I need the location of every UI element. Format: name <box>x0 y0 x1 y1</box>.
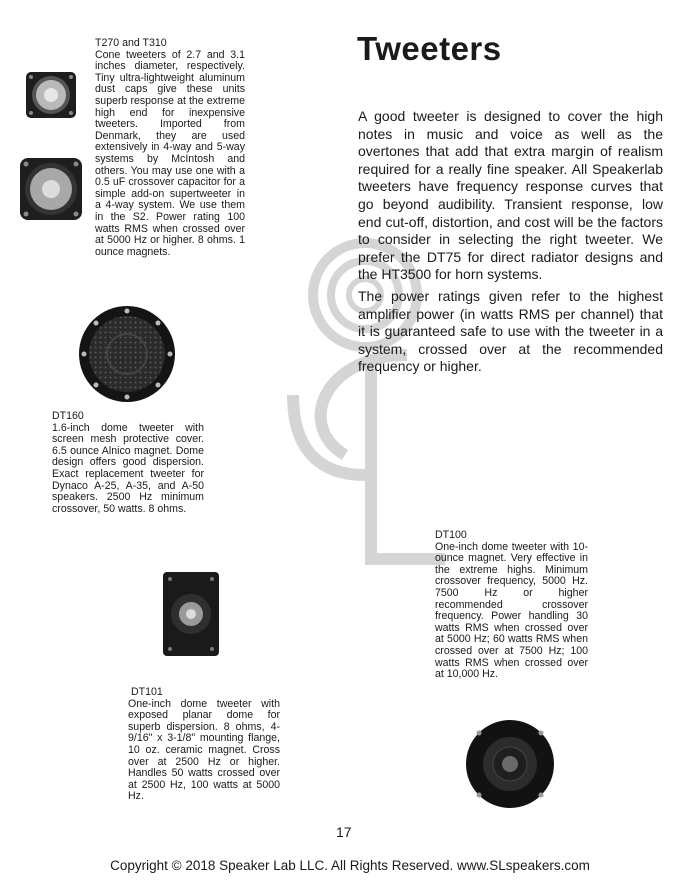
dt160-name: DT160 <box>52 410 84 422</box>
dt100-caption <box>435 530 588 681</box>
dt100-tweeter-image <box>465 719 555 809</box>
page-title: Tweeters <box>357 30 502 67</box>
t270-description: Cone tweeters of 2.7 and 3.1 inches diameter, respectively. Tiny ultra-lightweight aluminum dust caps give these units superb response at the extreme high end for inexpensive tweeters. Imported from Denmark, they are used extensively in 4-way and 5-way systems by McIntosh and others. You may use one with a 0.5 uF crossover capacitor for a simple add-on supertweeter in a 4-way system. We use them in the S2. Power rating 100 watts RMS when crossed over at 5000 Hz or higher. 8 ohms. 1 ounce magnets. <box>95 48 245 258</box>
intro-paragraph-1: A good tweeter is designed to cover the high notes in music and voice as well as the overtones that add that extra margin of realism required for a really fine speaker. All Speakerlab tweeters have frequency response curves that go beyond audibility. Transient response, low end cut-off, distortion, and cost will be the factors to consider in selecting the right tweeter. We prefer the DT75 for direct radiator designs and the HT3500 for horn systems. <box>358 108 663 283</box>
dt101-name: DT101 <box>131 686 163 698</box>
dt101-caption <box>128 687 280 803</box>
dt100-name: DT100 <box>435 529 467 541</box>
sl-watermark-logo <box>285 235 445 575</box>
dt101-description: One-inch dome tweeter with exposed planar dome for superb dispersion. 8 ohms, 4-9/16" x 3-1/8" mounting flange, 10 oz. ceramic magnet. Cross over at 2500 Hz or higher. Handles 50 watts crossed over at 2500 Hz, 100 watts at 5000 Hz. <box>128 697 280 803</box>
page-number: 17 <box>336 824 352 840</box>
dt160-tweeter-image <box>78 305 176 403</box>
dt160-description: 1.6-inch dome tweeter with screen mesh protective cover. 6.5 ounce Alnico magnet. Dome design offers good dispersion. Exact replacement tweeter for Dynaco A-25, A-35, and A-50 speakers. 2500 Hz minimum crossover, 50 watts. 8 ohms. <box>52 421 204 515</box>
t310-tweeter-image <box>20 158 82 220</box>
dt101-tweeter-image <box>163 572 219 656</box>
dt100-description: One-inch dome tweeter with 10-ounce magnet. Very effective in the extreme highs. Minimum crossover frequency, 5000 Hz. 7500 Hz or higher recommended crossover frequency. Power handling 30 watts RMS when crossed over at 5000 Hz; 60 watts RMS when crossed over at 7500 Hz; 100 watts RMS when crossed over at 10,000 Hz. <box>435 540 588 681</box>
intro-paragraph-2: The power ratings given refer to the highest amplifier power (in watts RMS per channel) that it is guaranteed safe to use with the tweeter in a system, crossed over at the recommended frequency or higher. <box>358 288 663 375</box>
t270-tweeter-image <box>26 72 76 118</box>
copyright-footer: Copyright © 2018 Speaker Lab LLC. All Rights Reserved. www.SLspeakers.com <box>110 858 590 873</box>
dt160-caption <box>52 411 204 515</box>
t270-name: T270 and T310 <box>95 37 167 49</box>
t270-caption <box>95 38 245 258</box>
